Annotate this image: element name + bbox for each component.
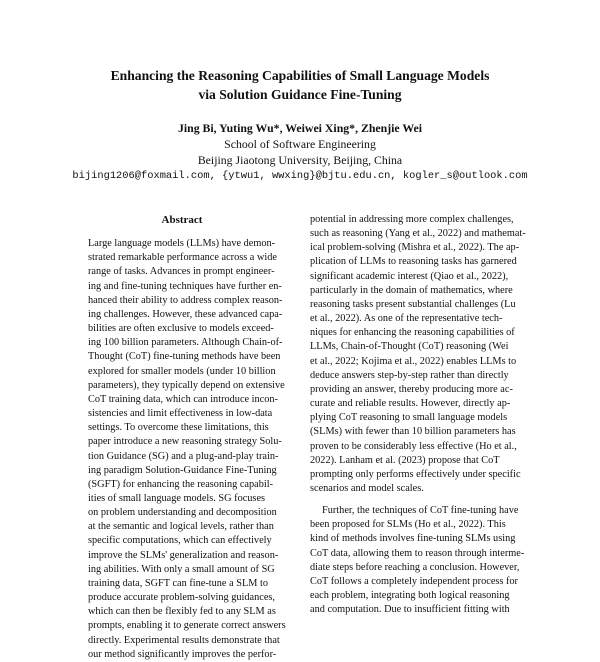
- text-line: potential in addressing more complex challenges,: [310, 214, 514, 225]
- abstract-body: [88, 237, 286, 662]
- abstract-line: specific computations, which can effectively: [88, 535, 272, 547]
- abstract-heading: Abstract: [161, 214, 203, 226]
- intro-column: [310, 213, 546, 617]
- text-line: CoT follows a completely independent process for: [310, 575, 518, 587]
- abstract-line: Large language models (LLMs) have demon-: [88, 238, 276, 250]
- text-line: providing an answer, thereby producing more ac-: [310, 383, 513, 395]
- text-line: been proposed for SLMs (Ho et al., 2022). This: [310, 519, 506, 531]
- text-line: et al., 2022). As one of the representative tech-: [310, 313, 503, 325]
- abstract-line: prompts, enabling it to generate correct answers: [88, 620, 286, 632]
- text-line: prompting only performs effectively under specific: [310, 468, 521, 480]
- paper-title: [40, 66, 560, 104]
- abstract-line: produce accurate problem-solving guidances,: [88, 592, 275, 604]
- text-line: proven to be considerably less effective (Ho et al.,: [310, 440, 517, 452]
- abstract-line: ing challenges. However, these advanced capa-: [88, 308, 283, 320]
- abstract-line: training data, SGFT can fine-tune a SLM to: [88, 577, 268, 589]
- affiliation-university: Beijing Jiaotong University, Beijing, China: [197, 153, 403, 167]
- abstract-line: bilities are often exclusive to models exceed-: [88, 323, 274, 335]
- text-line: such as reasoning (Yang et al., 2022) and mathemat-: [310, 228, 526, 240]
- abstract-line: Thought (CoT) fine-tuning methods have been: [88, 351, 281, 363]
- abstract-line: sistencies and limit effectiveness in low-data: [88, 408, 273, 420]
- text-line: plication of LLMs to reasoning tasks has garnered: [310, 256, 517, 268]
- abstract-column: [88, 213, 286, 662]
- title-line-1: Enhancing the Reasoning Capabilities of Small Language Models: [110, 68, 490, 83]
- text-line: deduce answers step-by-step rather than directly: [310, 369, 509, 381]
- abstract-line: (SGFT) for enhancing the reasoning capabil-: [88, 478, 273, 490]
- abstract-line: paper introduce a new reasoning strategy Solu-: [88, 436, 282, 448]
- text-line: ical problem-solving (Mishra et al., 2022). The ap-: [310, 242, 520, 254]
- text-line: (SLMs) with fewer than 10 billion parameters has: [310, 426, 516, 438]
- abstract-line: explored for smaller models (under 10 billion: [88, 365, 276, 377]
- abstract-line: settings. To overcome these limitations, this: [88, 422, 269, 434]
- abstract-line: ing and fine-tuning techniques have further en-: [88, 280, 282, 292]
- text-line: CoT data, allowing them to reason through interme-: [310, 547, 525, 559]
- author-names: Jing Bi, Yuting Wu*, Weiwei Xing*, Zhenjie Wei: [177, 121, 423, 135]
- text-line: Further, the techniques of CoT fine-tuning have: [322, 505, 519, 517]
- abstract-line: hanced their ability to address complex reason-: [88, 294, 283, 306]
- author-block: [40, 120, 560, 184]
- abstract-line: strated remarkable performance across a wide: [88, 252, 277, 264]
- abstract-line: range of tasks. Advances in prompt engineer-: [88, 266, 275, 278]
- text-line: and computation. Due to insufficient fitting with: [310, 604, 510, 616]
- abstract-line: ities of small language models. SG focuses: [88, 492, 266, 504]
- text-line: curate and reliable results. However, directly ap-: [310, 398, 511, 410]
- abstract-line: ing 100 billion parameters. Although Chain-of-: [88, 337, 283, 349]
- abstract-line: at the semantic and logical levels, rather than: [88, 521, 274, 533]
- text-line: diate steps before reaching a conclusion. However,: [310, 561, 520, 573]
- abstract-line: ing paradigm Solution-Guidance Fine-Tuning: [88, 464, 277, 476]
- abstract-line: which can then be flexibly fed to any SLM as: [88, 606, 276, 618]
- text-line: each problem, integrating both logical reasoning: [310, 590, 510, 602]
- abstract-line: directly. Experimental results demonstrate that: [88, 634, 280, 646]
- abstract-line: tion Guidance (SG) and a plug-and-play train-: [88, 450, 279, 462]
- text-line: reasoning tasks present substantial challenges (Lu: [310, 298, 516, 310]
- text-line: niques for enhancing the reasoning capabilities of: [310, 327, 515, 339]
- abstract-line: ing abilities. With only a small amount of SG: [88, 563, 275, 575]
- abstract-line: improve the SLMs' generalization and reason-: [88, 549, 279, 561]
- author-emails: bijing1206@foxmail.com, {ytwu1, wwxing}@bjtu.edu.cn, kogler_s@outlook.com: [72, 170, 528, 182]
- text-line: LLMs, Chain-of-Thought (CoT) reasoning (Wei: [310, 341, 509, 353]
- text-line: plying CoT reasoning to small language models: [310, 412, 508, 424]
- abstract-line: on problem understanding and decomposition: [88, 507, 277, 519]
- title-line-2: via Solution Guidance Fine-Tuning: [198, 87, 402, 102]
- abstract-line: our method significantly improves the perfor-: [88, 648, 277, 660]
- intro-paragraph-1: [310, 213, 546, 496]
- intro-paragraph-2: [310, 504, 546, 617]
- text-line: 2022). Lanham et al. (2023) propose that CoT: [310, 454, 500, 466]
- text-line: significant academic interest (Qiao et al., 2022),: [310, 270, 509, 282]
- text-line: scenarios and model scales.: [310, 482, 424, 494]
- text-line: kind of methods involves fine-tuning SLMs using: [310, 533, 516, 545]
- abstract-line: parameters), they typically depend on extensive: [88, 379, 285, 391]
- abstract-line: CoT training data, which can introduce incon-: [88, 393, 278, 405]
- affiliation-school: School of Software Engineering: [224, 137, 376, 151]
- text-line: particularly in the domain of mathematics, where: [310, 284, 513, 296]
- text-line: et al., 2022; Kojima et al., 2022) enables LLMs to: [310, 355, 517, 367]
